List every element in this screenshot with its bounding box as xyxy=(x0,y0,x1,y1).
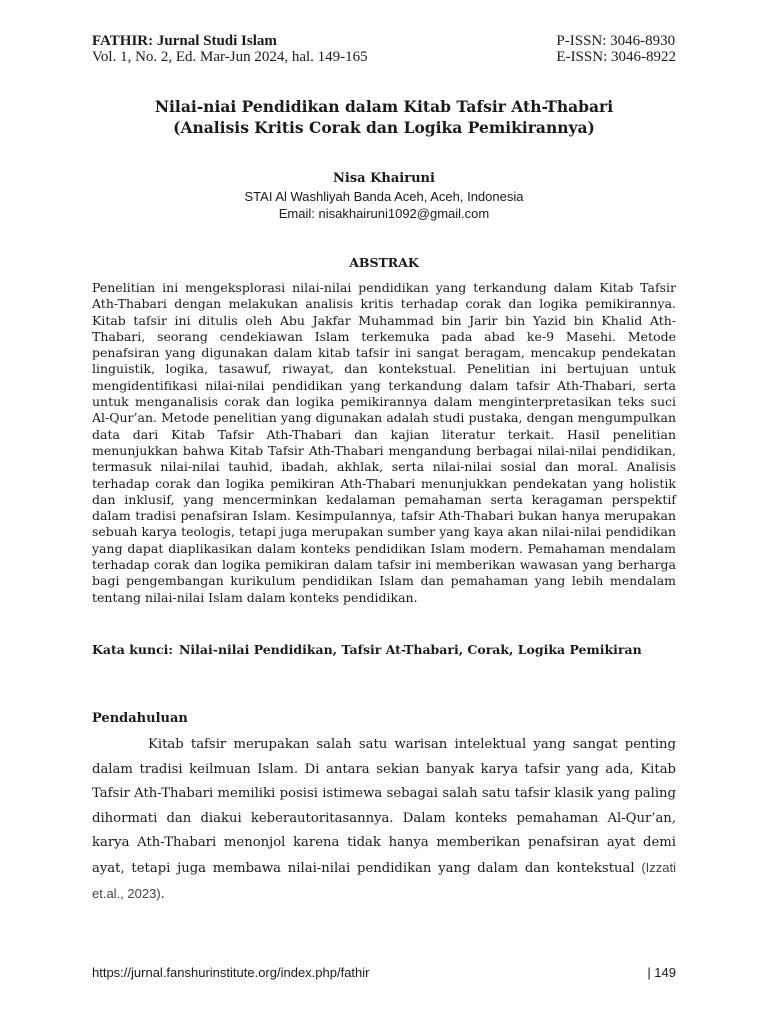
author-block xyxy=(92,170,676,222)
keywords xyxy=(92,641,676,658)
article-title-line-1: Nilai-niai Pendidikan dalam Kitab Tafsir Ath-Thabari xyxy=(154,97,614,116)
header-right xyxy=(556,33,676,65)
e-issn: E-ISSN: 3046-8922 xyxy=(556,49,676,65)
author-email: Email: nisakhairuni1092@gmail.com xyxy=(278,206,490,221)
abstract-text: Penelitian ini mengeksplorasi nilai-nilai pendidikan yang terkandung dalam Kitab Tafsir Ath-Thabari dengan melakukan analisis kritis terhadap corak dan logika pemikirannya. Kitab tafsir ini ditulis oleh Abu Jakfar Muhammad bin Jarir bin Yazid bin Khalid Ath-Thabari, seorang cendekiawan Islam terkemuka pada abad ke-9 Masehi. Metode penafsiran yang digunakan dalam kitab tafsir ini sangat beragam, mencakup pendekatan linguistik, logika, tasawuf, riwayat, dan kontekstual. Penelitian ini bertujuan untuk mengidentifikasi nilai-nilai pendidikan yang terkandung dalam tafsir Ath-Thabari, serta untuk menganalisis corak dan logika pemikirannya dalam menginterpretasikan teks suci Al-Qur’an. Metode penelitian yang digunakan adalah studi pustaka, dengan mengumpulkan data dari Kitab Tafsir Ath-Thabari dan kajian literatur terkait. Hasil penelitian menunjukkan bahwa Kitab Tafsir Ath-Thabari mengandung berbagai nilai-nilai pendidikan, termasuk nilai-nilai tauhid, ibadah, akhlak, serta nilai-nilai sosial dan moral. Analisis terhadap corak dan logika pemikiran Ath-Thabari menunjukkan pendekatan yang holistik dan inklusif, yang mencerminkan kedalaman pemahaman serta keragaman perspektif dalam tradisi penafsiran Islam. Kesimpulannya, tafsir Ath-Thabari bukan hanya merupakan sebuah karya teologis, tetapi juga merupakan sumber yang kaya akan nilai-nilai pendidikan yang dapat diaplikasikan dalam konteks pendidikan Islam modern. Pemahaman mendalam terhadap corak dan logika pemikiran dalam tafsir ini memberikan wawasan yang berharga bagi pengembangan kurikulum pendidikan Islam dan pemahaman yang lebih mendalam tentang nilai-nilai Islam dalam konteks pendidikan. xyxy=(92,280,676,605)
article-title xyxy=(92,96,676,138)
article-title-line-2: (Analisis Kritis Corak dan Logika Pemikirannya) xyxy=(173,118,595,137)
p-issn: P-ISSN: 3046-8930 xyxy=(556,33,676,49)
introduction-paragraph xyxy=(92,733,676,907)
author-name: Nisa Khairuni xyxy=(333,171,435,186)
page-number: | 149 xyxy=(647,965,676,980)
journal-url: https://jurnal.fanshurinstitute.org/index.php/fathir xyxy=(92,965,370,980)
abstract-heading: ABSTRAK xyxy=(349,255,419,270)
introduction-citation: (Izzati et.al., 2023) xyxy=(92,859,676,901)
journal-name: FATHIR: Jurnal Studi Islam xyxy=(92,33,277,49)
introduction-end-punct: . xyxy=(160,886,165,902)
volume-info: Vol. 1, No. 2, Ed. Mar-Jun 2024, hal. 149-165 xyxy=(92,49,368,65)
keywords-text: Nilai-nilai Pendidikan, Tafsir At-Thabari, Corak, Logika Pemikiran xyxy=(179,642,642,657)
keywords-label: Kata kunci: xyxy=(92,642,173,657)
introduction-text: Kitab tafsir merupakan salah satu warisan intelektual yang sangat penting dalam tradisi keilmuan Islam. Di antara sekian banyak karya tafsir yang ada, Kitab Tafsir Ath-Thabari memiliki posisi istimewa sebagai salah satu tafsir klasik yang paling dihormati dan diakui keberautoritasannya. Dalam konteks pemahaman Al-Qur’an, karya Ath-Thabari menonjol karena tidak hanya memberikan penafsiran ayat demi ayat, tetapi juga membawa nilai-nilai pendidikan yang dalam dan kontekstual xyxy=(92,737,676,876)
author-affiliation: STAI Al Washliyah Banda Aceh, Aceh, Indonesia xyxy=(244,189,524,204)
header-left xyxy=(92,33,368,65)
journal-page xyxy=(92,0,676,1024)
section-heading-introduction: Pendahuluan xyxy=(92,711,188,726)
